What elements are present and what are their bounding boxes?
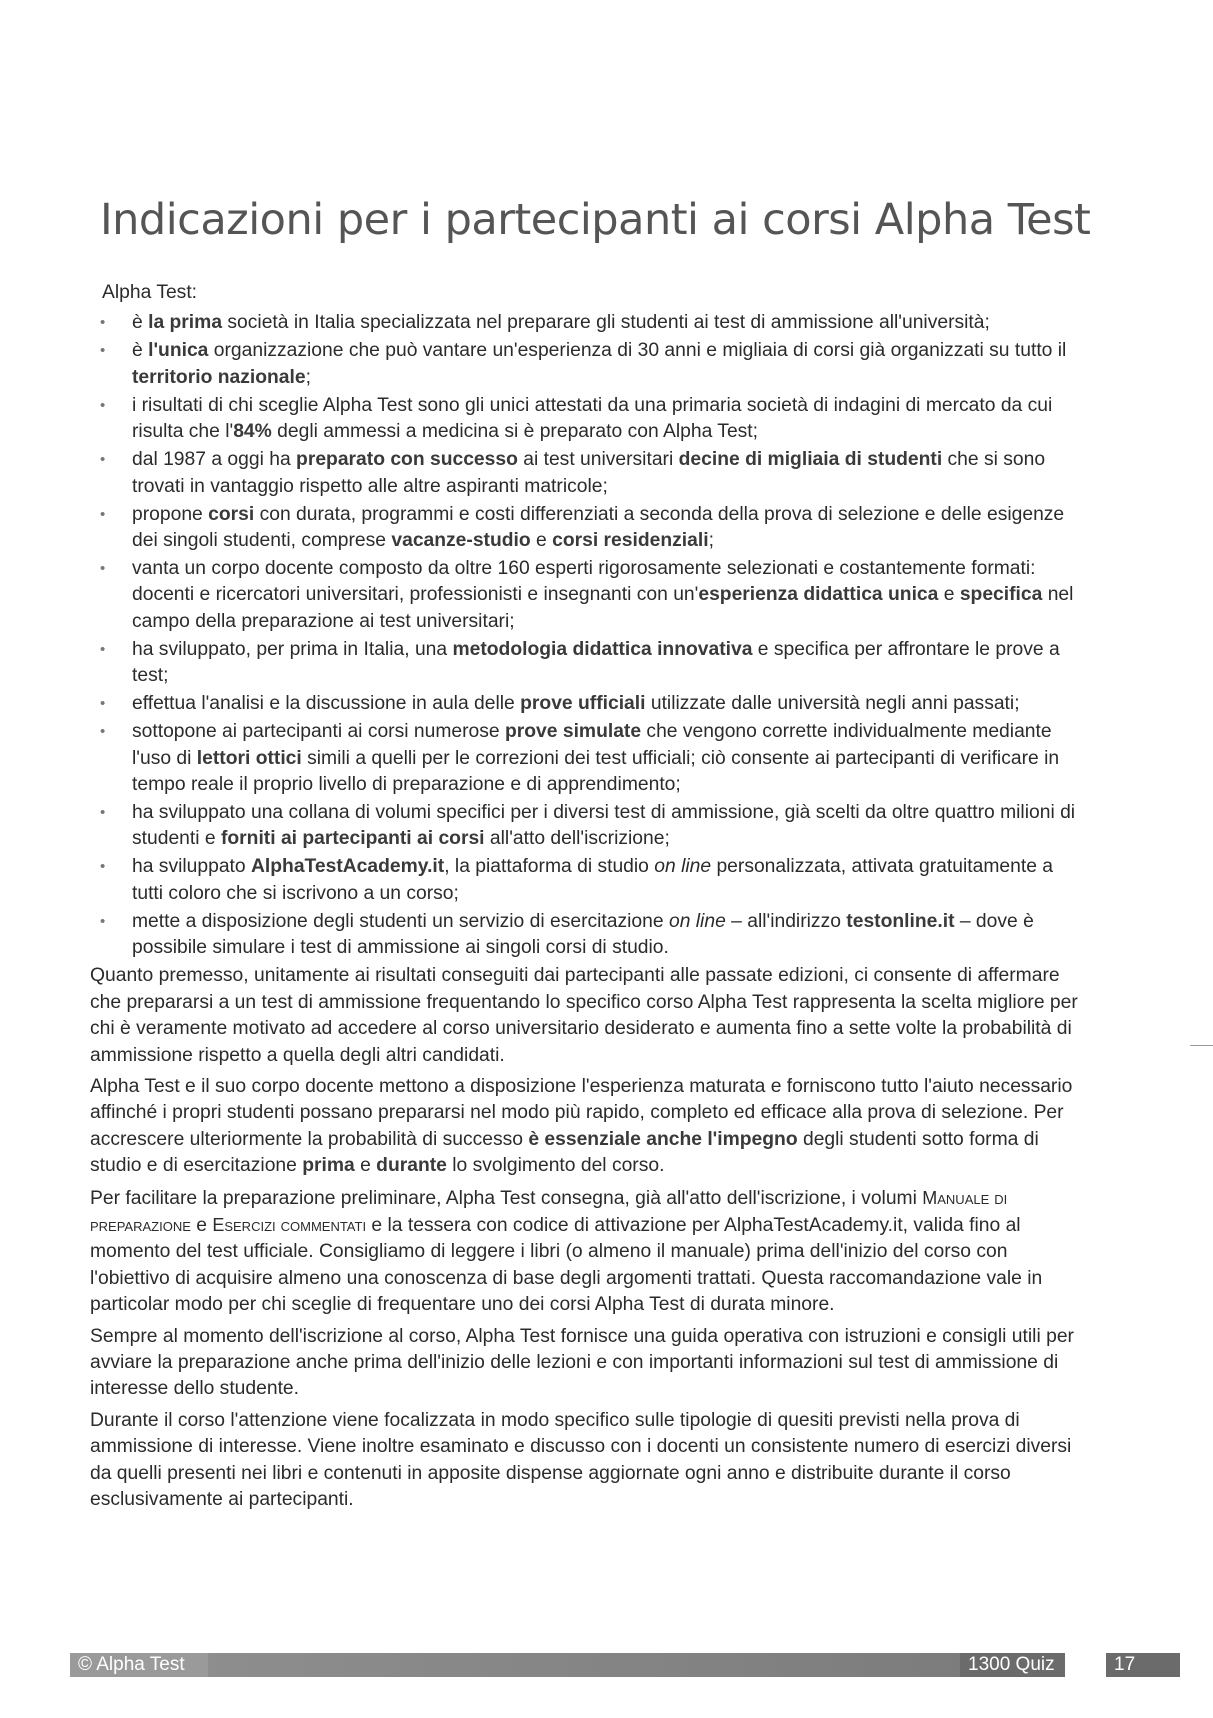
bold-text: la prima (148, 312, 223, 334)
text-run: vanta un corpo docente composto da oltre 160 esperti rigorosamente selezionati e costantemente formati: docenti e ricercatori universitari, professionisti e insegnanti con un' (132, 558, 1036, 606)
text-run: è (132, 340, 149, 362)
text-run: Quanto premesso, unitamente ai risultati conseguiti dai partecipanti alle passate edizioni, ci consente di affermare che prepararsi a un test di ammissione frequentando lo specifico corso Alpha Test rappresenta la scelta migliore per chi è veramente motivato ad accedere al corso universitario desiderato e aumenta fino a sette volte la probabilità di ammissione rispetto a quella degli altri candidati. (90, 965, 1078, 1066)
bold-text: prove simulate (504, 721, 642, 743)
bullet-item (90, 691, 1080, 717)
paragraph (90, 1074, 1080, 1180)
text-run: simili a quelli per le correzioni dei test ufficiali; ciò consente ai partecipanti di verificare in tempo reale il proprio livello di preparazione e di apprendimento; (132, 747, 1060, 796)
text-run: che si sono trovati in vantaggio rispetto alle altre aspiranti matricole; (132, 449, 1046, 497)
bullet-item (90, 637, 1080, 690)
footer-book-title: 1300 Quiz (968, 1654, 1055, 1675)
footer-bar (70, 1653, 1065, 1677)
scan-edge-mark (1190, 1045, 1213, 1046)
text-run: società in Italia specializzata nel preparare gli studenti ai test di ammissione all'università; (222, 312, 990, 334)
text-run: ai test universitari (517, 449, 679, 471)
text-run: propone (132, 503, 209, 525)
bold-text: preparato con successo (296, 449, 518, 471)
page-title: Indicazioni per i partecipanti ai corsi Alpha Test (100, 195, 1091, 245)
bold-text: esperienza didattica unica (698, 584, 939, 606)
text-run: ; (708, 530, 714, 552)
paragraph (90, 1324, 1080, 1403)
bold-text: corsi (208, 503, 255, 525)
paragraph (90, 1185, 1080, 1319)
bold-text: AlphaTestAcademy.it (250, 856, 445, 878)
text-run: e (530, 530, 553, 552)
text-run: ha sviluppato, per prima in Italia, una (132, 638, 453, 660)
text-run: personalizzata, attivata gratuitamente a tutti coloro che si iscrivono a un corso; (132, 856, 1053, 904)
bullet-item (90, 556, 1080, 635)
footer-copyright: © Alpha Test (78, 1654, 185, 1675)
text-run: e specifica per affrontare le prove a test; (132, 638, 1060, 687)
bullet-item (90, 310, 1080, 336)
text-run: con durata, programmi e costi differenziati a seconda della prova di selezione e delle esigenze dei singoli studenti, comprese (132, 503, 1065, 552)
text-run: effettua l'analisi e la discussione in aula delle (132, 693, 521, 715)
small-caps-text: Manuale di preparazione (90, 1187, 1008, 1235)
bullet-item (90, 338, 1080, 391)
bold-text: testonline.it (846, 910, 955, 932)
bullet-item (90, 393, 1080, 446)
bold-text: durante (376, 1155, 447, 1177)
bullet-item (90, 800, 1080, 853)
bold-text: prove ufficiali (520, 693, 646, 715)
intro-line: Alpha Test: (102, 282, 198, 303)
text-run: Sempre al momento dell'iscrizione al corso, Alpha Test fornisce una guida operativa con istruzioni e consigli utili per avviare la preparazione anche prima dell'inizio delle lezioni e con importanti informazioni sul test di ammissione di interesse dello studente. (90, 1325, 1074, 1400)
text-run: lo svolgimento del corso. (446, 1155, 665, 1177)
text-run: organizzazione che può vantare un'esperienza di 30 anni e migliaia di corsi già organizzati su tutto il (208, 340, 1067, 362)
bold-text: decine di migliaia di studenti (678, 449, 943, 471)
bold-text: è essenziale anche l'impegno (528, 1128, 798, 1150)
text-run: dal 1987 a oggi ha (132, 449, 297, 471)
text-run: e (190, 1214, 213, 1236)
text-run: ha sviluppato (132, 856, 251, 878)
text-run: – all'indirizzo (725, 910, 847, 932)
text-run: è (132, 312, 149, 334)
small-caps-text: Esercizi commentati (212, 1214, 367, 1235)
text-run: e (938, 584, 960, 606)
text-run: ; (305, 366, 311, 388)
bullet-item (90, 502, 1080, 555)
italic-text: on line (668, 910, 726, 932)
bold-text: forniti ai partecipanti ai corsi (220, 828, 485, 850)
text-run: Per facilitare la preparazione preliminare, Alpha Test consegna, già all'atto dell'iscrizione, i volumi (90, 1187, 923, 1209)
text-run: Alpha Test e il suo corpo docente mettono a disposizione l'esperienza maturata e forniscono tutto l'aiuto necessario affinché i propri studenti possano prepararsi nel modo più rapido, completo ed efficace alla prova di selezione. Per accrescere ulteriormente la probabilità di successo (90, 1075, 1073, 1150)
bold-text: metodologia didattica innovativa (452, 638, 753, 660)
text-run: – dove è possibile simulare i test di ammissione ai singoli corsi di studio. (132, 910, 1034, 959)
text-run: che vengono corrette individualmente mediante l'uso di (132, 721, 1052, 769)
text-run: sottopone ai partecipanti ai corsi numerose (132, 721, 505, 743)
bold-text: prima (302, 1155, 355, 1177)
bullet-item (90, 854, 1080, 907)
paragraph (90, 1408, 1080, 1514)
text-run: e la tessera con codice di attivazione per AlphaTestAcademy.it, valida fino al momento del test ufficiale. Consigliamo di leggere i libri (o almeno il manuale) prima dell'inizio del corso con l'obiettivo di acquisire almeno una conoscenza di base degli argomenti trattati. Questa raccomandazione vale in particolar modo per chi sceglie di frequentare uno dei corsi Alpha Test di durata minore. (90, 1214, 1043, 1316)
bullet-item (90, 447, 1080, 500)
text-run: utilizzate dalle università negli anni passati; (645, 693, 1020, 715)
bold-text: specifica (959, 584, 1043, 606)
bold-text: lettori ottici (196, 747, 302, 769)
italic-text: on line (654, 856, 712, 878)
text-run: Durante il corso l'attenzione viene focalizzata in modo specifico sulle tipologie di quesiti previsti nella prova di ammissione di interesse. Viene inoltre esaminato e discusso con i docenti un consistente numero di esercizi diversi da quelli presenti nei libri e contenuti in apposite dispense aggiornate ogni anno e distribuite durante il corso esclusivamente ai partecipanti. (90, 1409, 1072, 1510)
text-run: i risultati di chi sceglie Alpha Test sono gli unici attestati da una primaria società di indagini di mercato da cui risulta che l' (132, 394, 1053, 443)
page-number: 17 (1114, 1654, 1136, 1675)
text-run: degli ammessi a medicina si è preparato con Alpha Test; (271, 421, 759, 443)
bold-text: territorio nazionale (132, 366, 306, 388)
text-run: e (354, 1155, 377, 1177)
paragraph (90, 963, 1080, 1069)
text-run: ha sviluppato una collana di volumi specifici per i diversi test di ammissione, già scelti da oltre quattro milioni di studenti e (132, 802, 1076, 850)
text-run: degli studenti sotto forma di studio e di esercitazione (90, 1128, 1039, 1177)
text-run: , la piattaforma di studio (444, 856, 655, 878)
bullet-list (90, 310, 1080, 961)
bold-text: corsi residenziali (552, 530, 709, 552)
body-paragraphs (90, 963, 1080, 1513)
main-content (90, 280, 1080, 1518)
text-run: mette a disposizione degli studenti un servizio di esercitazione (132, 910, 669, 932)
bullet-item (90, 909, 1080, 962)
text-run: nel campo della preparazione ai test universitari; (132, 584, 1074, 632)
footer (70, 1650, 1180, 1678)
text-run: all'atto dell'iscrizione; (484, 828, 670, 850)
bullet-item (90, 719, 1080, 798)
bold-text: l'unica (148, 340, 209, 362)
bold-text: 84% (233, 421, 272, 443)
bold-text: vacanze-studio (391, 530, 531, 552)
